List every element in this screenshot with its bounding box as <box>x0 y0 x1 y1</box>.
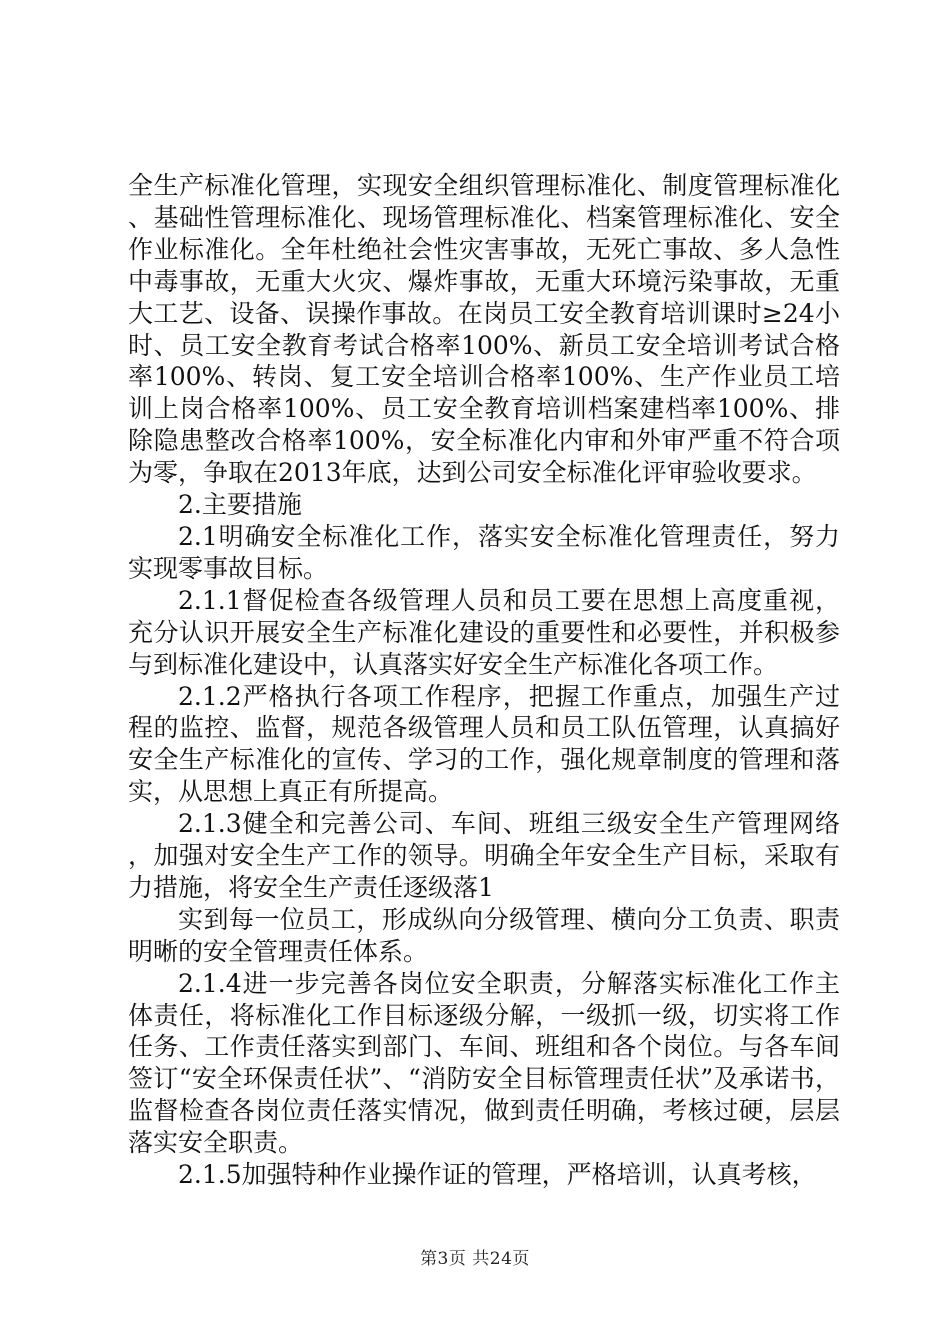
paragraph-2-1-5: 2.1.5加强特种作业操作证的管理，严格培训，认真考核， <box>178 1160 817 1190</box>
paragraph-safety-goals: 全生产标准化管理，实现安全组织管理标准化、制度管理标准化、基础性管理标准化、现场管理标准化、档案管理标准化、安全作业标准化。全年杜绝社会性灾害事故，无死亡事故、多人急性中毒事故，无重大火灾、爆炸事故，无重大环境污染事故，无重大工艺、设备、误操作事故。在岗员工安全教育培训课时≥24小时、员工安全教育考试合格率100%、新员工安全培训考试合格率100%、转岗、复工安全培训合格率100%、生产作业员工培训上岗合格率100%、员工安全教育培训档案建档率100%、排除隐患整改合格率100%，安全标准化内审和外审严重不符合项为零，争取在2013年底，达到公司安全标准化评审验收要求。 <box>128 171 840 488</box>
document-body <box>128 170 840 1191</box>
paragraph-2-1-1: 2.1.1督促检查各级管理人员和员工要在思想上高度重视，充分认识开展安全生产标准化建设的重要性和必要性，并积极参与到标准化建设中，认真落实好安全生产标准化各项工作。 <box>128 585 840 679</box>
paragraph-2-1-2: 2.1.2严格执行各项工作程序，把握工作重点，加强生产过程的监控、监督，规范各级管理人员和员工队伍管理，认真搞好安全生产标准化的宣传、学习的工作，强化规章制度的管理和落实，从思想上真正有所提高。 <box>128 681 840 807</box>
heading-main-measures: 2.主要措施 <box>178 490 302 520</box>
paragraph-2-1-3: 2.1.3健全和完善公司、车间、班组三级安全生产管理网络，加强对安全生产工作的领导。明确全年安全生产目标，采取有力措施，将安全生产责任逐级落1 <box>128 809 840 902</box>
paragraph-2-1-4: 2.1.4进一步完善各岗位安全职责，分解落实标准化工作主体责任，将标准化工作目标逐级分解，一级抓一级，切实将工作任务、工作责任落实到部门、车间、班组和各个岗位。与各车间签订“安全环保责任状”、“消防安全目标管理责任状”及承诺书，监督检查各岗位责任落实情况，做到责任明确，考核过硬，层层落实安全职责。 <box>128 968 840 1158</box>
paragraph-2-1-3-continued: 实到每一位员工，形成纵向分级管理、横向分工负责、职责明晰的安全管理责任体系。 <box>128 904 840 966</box>
page-number-footer: 第3页 共24页 <box>420 1249 530 1269</box>
paragraph-2-1: 2.1明确安全标准化工作，落实安全标准化管理责任，努力实现零事故目标。 <box>128 521 840 583</box>
